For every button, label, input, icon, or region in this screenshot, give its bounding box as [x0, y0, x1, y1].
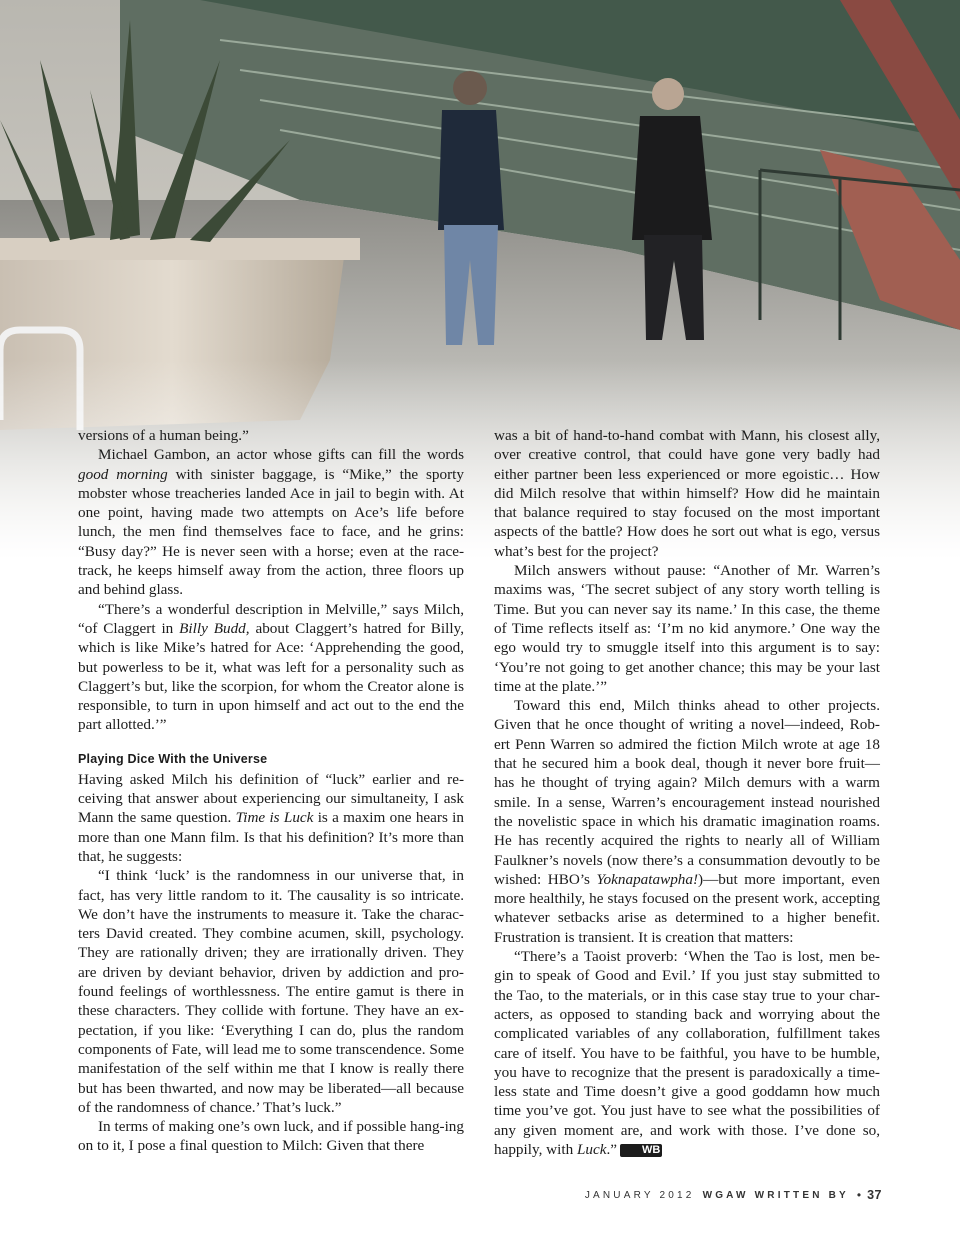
left-paragraph-1: versions of a human being.”: [78, 427, 249, 444]
magazine-name: WGAW WRITTEN BY: [702, 1189, 849, 1201]
left-text-column: [78, 426, 464, 1156]
left-paragraph-2: [78, 445, 464, 599]
left-paragraph-4: [78, 770, 464, 866]
right-paragraph-1: was a bit of hand-to-hand combat with Mann, his closest ally, over creative control, that could have gone very badly had either partner been less experienced or more egoistic… How did Milch resolve that within himself? How did he maintain that balance required to stay focused on the most important aspects of the battle? How does he sort out what is ego, versus what’s best for the project?: [494, 427, 880, 560]
section-heading: Playing Dice With the Universe: [78, 751, 268, 766]
left-paragraph-5: “I think ‘luck’ is the randomness in our universe that, in fact, has very little random to it. The causality is so intricate. We don’t have the instruments to measure it. Take the charac-ters David created. They combine acumen, skill, psychology. They are rationally driven; they are irrationally driven. They are driven by deviant behavior, driven by addiction and pro-found feelings of worthlessness. The entire gamut is there in these characters. They collide with fortune. They have an ex-pectation, if you like: ‘Everything I can do, plus the random components of Fate, will lead me to some transcendence. Some manifestation of the self within me that I know is really there but has been thwarted, and now may be liberated—all because of the randomness of chance.’ That’s luck.”: [78, 867, 464, 1116]
text-run: “There’s a wonderful description in Melville,” says Milch, “of Claggert in: [78, 600, 464, 637]
text-run: Having asked Milch his definition of “luck” earlier and re-ceiving that answer about experiencing our simultaneity, I ask Mann the same question.: [78, 770, 464, 827]
text-run: Toward this end, Milch thinks ahead to other projects. Given that he once thought of writing a novel—indeed, Rob-ert Penn Warren so admired the fiction Milch wrote at age 18 that he secured him a book deal, though it never bore fruit—has he thought of trying again? Milch demurs with a warm smile. In a sense, Warren’s encouragement instead nourished the novelistic space in which his dramatic imagination roams. He has recently acquired the rights to nearly all of William Faulkner’s novels (now there’s a consummation devoutly to be wished: HBO’s: [494, 697, 880, 888]
text-run: Michael Gambon, an actor whose gifts can fill the words: [98, 446, 464, 464]
right-paragraph-3: [494, 696, 880, 947]
italic-title: Yoknapatawpha!: [596, 870, 699, 888]
text-run: “There’s a Taoist proverb: ‘When the Tao is lost, men be-gin to speak of Good and Evil.’ If you just stay submitted to the Tao, to the materials, or in this case stay true to your char-acters, as opposed to standing back and worrying about the complicated variables of any collaboration, fulfillment takes care of itself. You have to be faithful, you have to be humble, you have to recognize that the present is paradoxically a time-less state and Time doesn’t give a good goddamn how much time you’ve got. You just have to see what the possibilities of any given moment are, and work with those. I’ve done so, happily, with: [494, 948, 880, 1158]
text-run: about Claggert’s hatred for Billy, which is like Mike’s hatred for Ace: ‘Apprehending the good, but powerless to be it, what was left for a personality such as Claggert’s but, like the scorpion, for whom the Creator alone is responsible, to turn in upon himself and act out to the end the part allotted.’”: [78, 619, 464, 734]
italic-title: Time is Luck: [235, 809, 314, 827]
italic-title: Luck: [576, 1140, 607, 1158]
right-paragraph-4: [494, 947, 880, 1159]
text-run: with sinister baggage, is “Mike,” the sporty mobster whose treacheries landed Ace in jail to begin with. At one point, having made two attempts on Ace’s life before lunch, the men find themselves face to face, and he grins: “Busy day?” He is never seen with a horse; even at the race-track, he keeps himself away from the action, three floors up and behind glass.: [78, 465, 464, 599]
text-run: )—but more important, even more healthily, he stays focused on the present work, accepting whatever setbacks arise as determined to a higher benefit. Frustration is transient. It is creation that matters:: [494, 870, 880, 946]
italic-title: good morning: [78, 465, 168, 483]
right-paragraph-2: Milch answers without pause: “Another of Mr. Warren’s maxims was, ‘The secret subject of any story worth telling is Time. But you can never say its name.’ In this case, the theme of Time reflects itself as: ‘I’m no kid anymore.’ One way the ego would try to smuggle itself into this argument is to say: ‘You’re not going to get another chance; this may be your last time at the plate.’”: [494, 562, 880, 695]
page-footer: [585, 1188, 882, 1202]
left-paragraph-6: In terms of making one’s own luck, and if possible hang-ing on to it, I pose a final question to Milch: Given that there: [78, 1118, 464, 1155]
text-run: .”: [606, 1140, 618, 1158]
left-paragraph-3: [78, 600, 464, 735]
bullet-separator: •: [856, 1188, 862, 1202]
text-run: is a maxim one hears in more than one Mann film. Is that his definition? It’s more than that, he suggests:: [78, 809, 464, 865]
issue-date: JANUARY 2012: [584, 1189, 695, 1201]
end-mark-icon: WB: [620, 1144, 662, 1157]
right-text-column: [494, 426, 880, 1159]
page-number: 37: [867, 1188, 882, 1202]
italic-title: Billy Budd,: [179, 619, 250, 637]
